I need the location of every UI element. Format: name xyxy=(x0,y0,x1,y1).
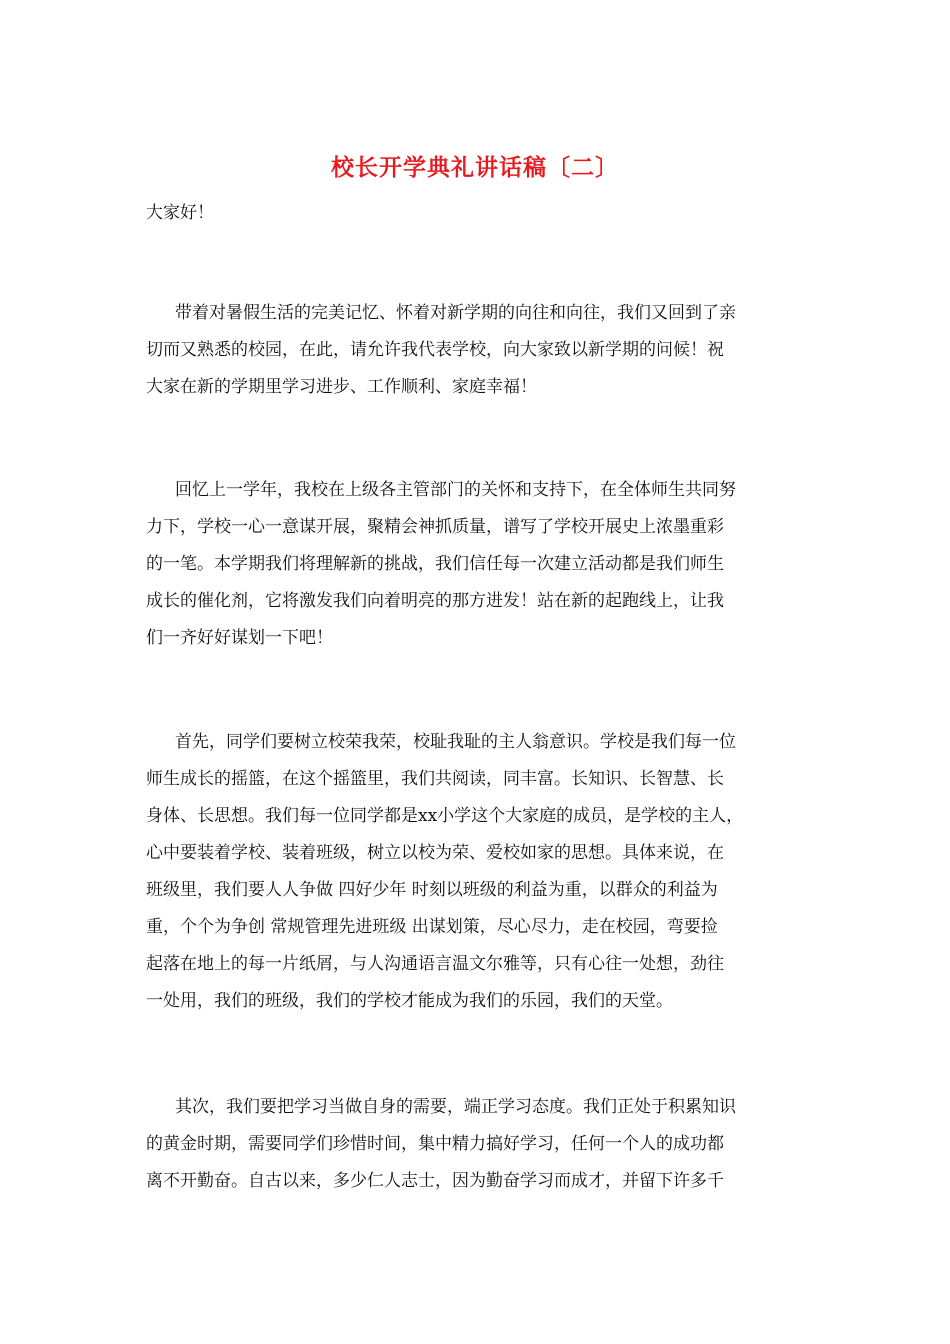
paragraph-line: 力下，学校一心一意谋开展，聚精会神抓质量，谱写了学校开展史上浓墨重彩 xyxy=(146,517,724,537)
paragraph-2 xyxy=(146,472,816,657)
paragraph-line: 起落在地上的每一片纸屑，与人沟通语言温文尔雅等，只有心往一处想，劲往 xyxy=(146,954,724,974)
greeting: 大家好！ xyxy=(146,203,214,223)
paragraph-line: 师生成长的摇篮，在这个摇篮里，我们共阅读，同丰富。长知识、长智慧、长 xyxy=(146,769,724,789)
paragraph-line: 一处用，我们的班级，我们的学校才能成为我们的乐园，我们的天堂。 xyxy=(146,991,673,1011)
paragraph-line: 重，个个为争创 常规管理先进班级 出谋划策，尽心尽力，走在校园，弯要捡 xyxy=(146,917,718,937)
paragraph-3 xyxy=(146,724,816,1020)
paragraph-line: 回忆上一学年，我校在上级各主管部门的关怀和支持下，在全体师生共同努 xyxy=(175,480,736,500)
paragraph-4 xyxy=(146,1089,816,1200)
paragraph-line: 其次，我们要把学习当做自身的需要，端正学习态度。我们正处于积累知识 xyxy=(175,1097,736,1117)
paragraph-line: 身体、长思想。我们每一位同学都是xx小学这个大家庭的成员，是学校的主人， xyxy=(146,806,744,826)
paragraph-line: 成长的催化剂，它将激发我们向着明亮的那方进发！站在新的起跑线上，让我 xyxy=(146,591,724,611)
paragraph-line: 切而又熟悉的校园，在此，请允许我代表学校，向大家致以新学期的问候！祝 xyxy=(146,340,724,360)
paragraph-line: 心中要装着学校、装着班级，树立以校为荣、爱校如家的思想。具体来说，在 xyxy=(146,843,724,863)
paragraph-line: 离不开勤奋。自古以来，多少仁人志士，因为勤奋学习而成才，并留下许多千 xyxy=(146,1171,724,1191)
paragraph-line: 班级里，我们要人人争做 四好少年 时刻以班级的利益为重，以群众的利益为 xyxy=(146,880,718,900)
paragraph-line: 的一笔。本学期我们将理解新的挑战，我们信任每一次建立活动都是我们师生 xyxy=(146,554,724,574)
paragraph-line: 大家在新的学期里学习进步、工作顺利、家庭幸福！ xyxy=(146,377,537,397)
paragraph-line: 们一齐好好谋划一下吧！ xyxy=(146,628,333,648)
paragraph-line: 首先，同学们要树立校荣我荣，校耻我耻的主人翁意识。学校是我们每一位 xyxy=(175,732,736,752)
document-title: 校长开学典礼讲话稿〔二〕 xyxy=(331,154,619,181)
paragraph-line: 的黄金时期，需要同学们珍惜时间，集中精力搞好学习，任何一个人的成功都 xyxy=(146,1134,724,1154)
paragraph-1 xyxy=(146,295,816,406)
paragraph-line: 带着对暑假生活的完美记忆、怀着对新学期的向往和向往，我们又回到了亲 xyxy=(175,303,736,323)
